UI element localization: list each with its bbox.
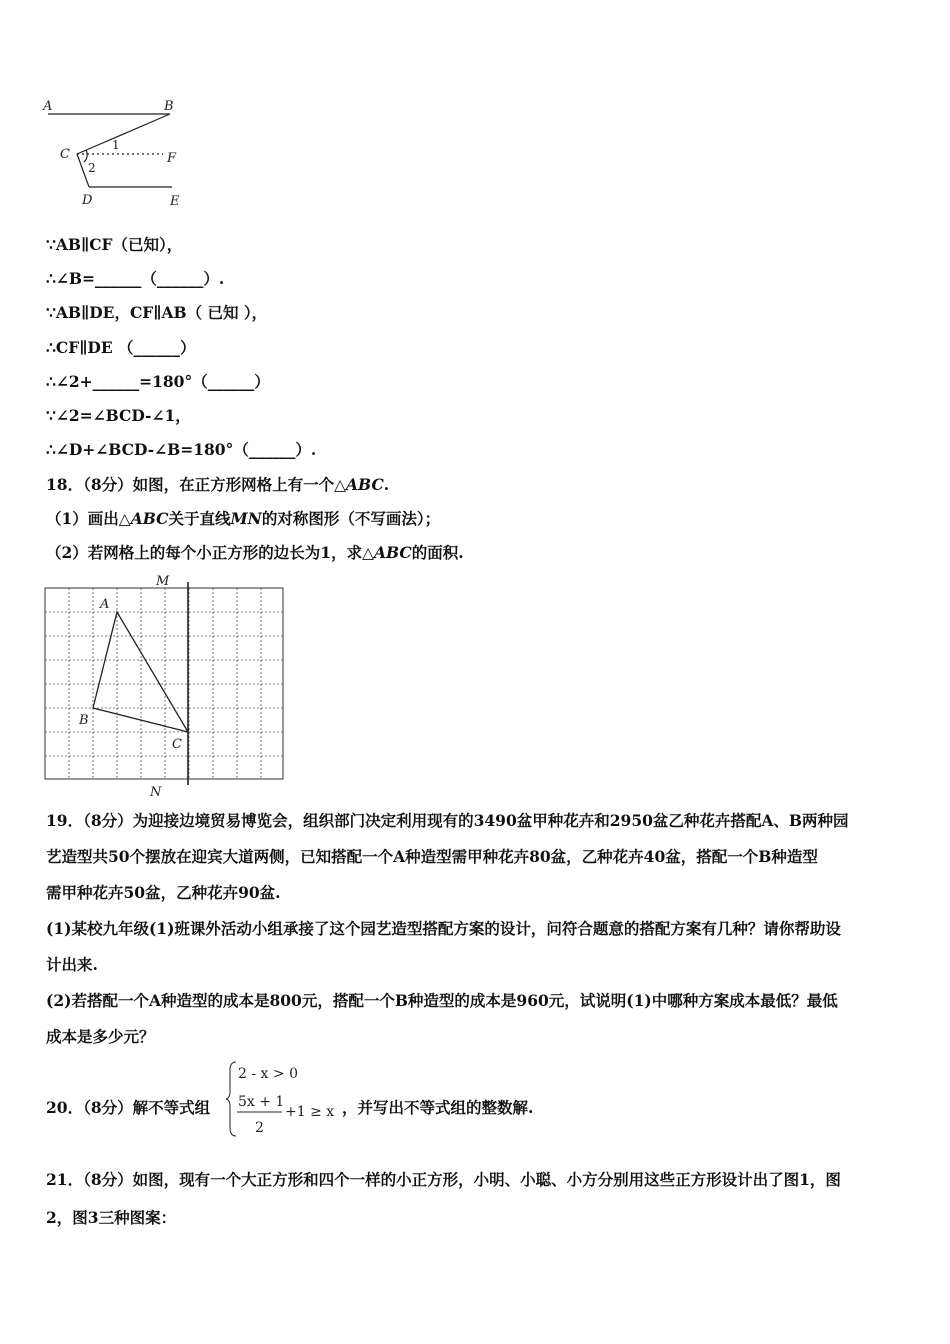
inequality-system (226, 1056, 346, 1142)
question-19-line-5: 计出来. (46, 955, 98, 974)
question-19-line-7: 成本是多少元？ (46, 1027, 155, 1046)
label-a: A (100, 597, 110, 612)
question-19-line-4: (1)某校九年级(1)班课外活动小组承接了这个园艺造型搭配方案的设计，问符合题意的搭配方案有几种？请你帮助设 (46, 919, 841, 938)
label-m: M (156, 574, 170, 589)
inequality-2-tail: +1 ≥ x (285, 1104, 335, 1120)
label-e: E (170, 194, 180, 209)
proof-line-6: ∵∠2=∠BCD-∠1， (46, 406, 191, 425)
label-b: B (79, 713, 89, 728)
label-d: D (82, 193, 93, 208)
question-19-line-1: 19．（8分）为迎接边境贸易博览会，组织部门决定利用现有的3490盆甲种花卉和2950盆乙种花卉搭配A、B两种园 (46, 811, 849, 830)
question-19-line-2: 艺造型共50个摆放在迎宾大道两侧，已知搭配一个A种造型需甲种花卉80盆，乙种花卉40盆，搭配一个B种造型 (46, 847, 818, 866)
question-21-line-2: 2，图3三种图案： (46, 1208, 177, 1227)
proof-line-3: ∵AB∥DE，CF∥AB（ 已知 ）， (46, 303, 268, 322)
label-n: N (150, 785, 162, 800)
grid-border (45, 588, 283, 779)
question-20-prefix: 20．（8分）解不等式组 (46, 1098, 211, 1117)
question-21-line-1: 21．（8分）如图，现有一个大正方形和四个一样的小正方形，小明、小聪、小方分别用这些正方形设计出了图1，图 (46, 1170, 841, 1189)
label-angle-1: 1 (112, 138, 120, 152)
proof-line-1: ∵AB∥CF（已知）， (46, 235, 183, 254)
question-20-suffix: ，并写出不等式组的整数解. (342, 1098, 534, 1117)
question-18-stem: 18．（8分）如图，在正方形网格上有一个△ABC. (46, 475, 390, 494)
triangle-abc (93, 612, 188, 732)
geometry-figure-parallel-lines (40, 92, 200, 214)
label-a: A (43, 99, 53, 114)
fraction-denominator: 2 (255, 1120, 264, 1136)
fraction-numerator: 5x + 1 (238, 1094, 285, 1110)
label-c: C (172, 737, 182, 752)
label-c: C (60, 147, 70, 162)
left-brace (226, 1062, 236, 1136)
question-19-line-3: 需甲种花卉50盆，乙种花卉90盆. (46, 883, 281, 902)
segment-bc (77, 114, 170, 154)
inequality-1: 2 - x > 0 (238, 1066, 298, 1082)
grid-figure-triangle (40, 572, 290, 800)
proof-line-5: ∴∠2+______=180°（______） (46, 372, 270, 391)
question-18-part-2: （2）若网格上的每个小正方形的边长为1，求△ABC的面积. (46, 543, 464, 562)
proof-line-2: ∴∠B=______（______）. (46, 269, 225, 288)
question-18-part-1: （1）画出△ABC关于直线MN的对称图形（不写画法）； (46, 509, 441, 528)
question-19-line-6: (2)若搭配一个A种造型的成本是800元，搭配一个B种造型的成本是960元，试说明(1)中哪种方案成本最低？最低 (46, 991, 838, 1010)
angle-arc (84, 150, 87, 162)
proof-line-4: ∴CF∥DE （______） (46, 338, 196, 357)
proof-line-7: ∴∠D+∠BCD-∠B=180°（______）. (46, 440, 317, 459)
label-f: F (167, 151, 177, 166)
label-b: B (164, 99, 174, 114)
label-angle-2: 2 (88, 161, 96, 175)
